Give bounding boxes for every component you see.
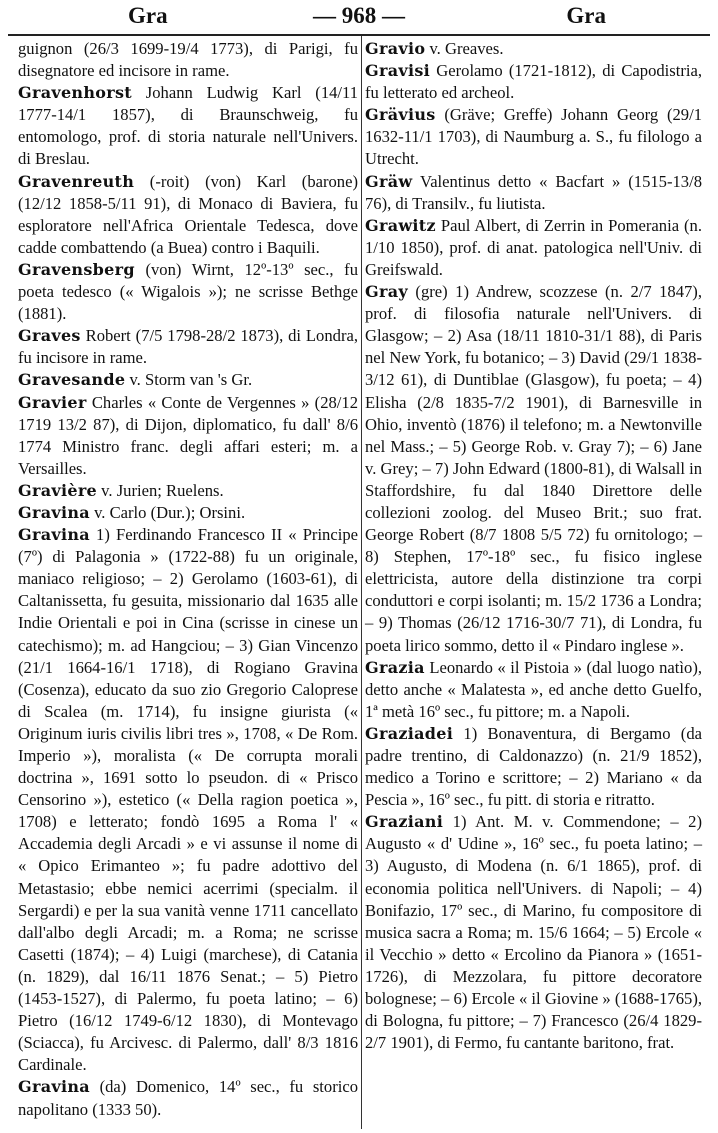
entry-text: Charles « Conte de Vergennes » (28/12 1719 13/2 87), di Dijon, diplomatico, fu dall' 8/6 1774 Ministro franc. degli affari esteri; m. a Versailles. — [18, 392, 358, 478]
entry-headword: Graves — [18, 326, 81, 346]
entry-text: v. Storm van 's Gr. — [125, 370, 253, 390]
entry-headword: Gravina — [18, 502, 90, 522]
dictionary-entry — [365, 38, 702, 60]
dictionary-entry — [18, 392, 358, 480]
entry-text: Robert (7/5 1798-28/2 1873), di Londra, fu incisore in rame. — [18, 326, 358, 368]
entry-headword: Gravensberg — [18, 259, 135, 279]
entry-headword: Gräw — [365, 171, 413, 191]
entry-text: (Gräve; Greffe) Johann Georg (29/1 1632-11/1 1703), di Naumburg a. S., fu filologo a Utrecht. — [365, 105, 702, 169]
entry-text: (da) Domenico, 14º sec., fu storico napolitano (1333 50). — [18, 1077, 358, 1119]
dictionary-entry — [18, 480, 358, 502]
entry-text: v. Jurien; Ruelens. — [97, 480, 224, 500]
entry-text: Gerolamo (1721-1812), di Capodistria, fu letterato ed archeol. — [365, 61, 702, 103]
entry-headword: Gravio — [365, 39, 426, 58]
left-column — [18, 38, 358, 1127]
dictionary-entry — [18, 259, 358, 325]
dictionary-entry — [18, 524, 358, 1076]
entry-text: 1) Ant. M. v. Commendone; – 2) Augusto « d' Udine », 16º sec., fu poeta latino; – 3) Augusto, di Modena (n. 6/1 1865), prof. di economia politica nell'Univers. di Napoli; – 4) Bonifazio, 17º sec., di Marino, fu compositore di musica sacra a Roma; m. 15/6 1664; – 5) Ercole « il Vecchio » detto « Ercolino da Pianora » (1651-1726), di Mezzolara, fu pittore decoratore bolognese; – 6) Ercole « il Giovine » (1688-1765), di Bologna, fu pittore; – 7) Francesco (26/4 1829-2/7 1901), di Fermo, fu cantante baritono, frat. — [365, 812, 702, 1053]
running-head-right: Gra — [566, 3, 606, 28]
entry-headword: Grazia — [365, 657, 425, 677]
entry-text: 1) Bonaventura, di Bergamo (da padre trentino, di Caldonazzo) (n. 21/9 1852), medico a Torino e scrittore; – 2) Mariano « da Pescia », 16º sec., fu pitt. di storia e ritratto. — [365, 723, 702, 810]
entry-headword: Gray — [365, 282, 408, 302]
entry-headword: Gravière — [18, 480, 98, 500]
dictionary-entry — [18, 325, 358, 369]
dictionary-entry — [365, 215, 702, 281]
entry-text: Valentinus detto « Bacfart » (1515-13/8 76), di Transilv., fu liutista. — [365, 171, 702, 213]
right-entries — [365, 38, 702, 1054]
entry-headword: Gravenhorst — [18, 83, 133, 103]
entry-headword: Gravesande — [18, 370, 126, 390]
entry-text: v. Greaves. — [425, 39, 504, 58]
entry-headword: Gravier — [18, 392, 87, 412]
dictionary-entry — [365, 723, 702, 811]
left-entries — [18, 82, 358, 1120]
dictionary-entry — [18, 171, 358, 259]
dictionary-entry — [365, 281, 702, 657]
dictionary-entry — [365, 171, 702, 215]
entry-headword: Gravenreuth — [18, 171, 135, 191]
entry-headword: Graziadei — [365, 723, 454, 743]
entry-headword: Grävius — [365, 105, 436, 125]
entry-headword: Grawitz — [365, 215, 436, 235]
column-divider — [361, 36, 362, 1129]
entry-text: (-roit) (von) Karl (barone) (12/12 1858-5/11 91), di Monaco di Baviera, fu esploratore nell'Africa Orientale Tedesca, dove cadde combattendo (a Buea) contro i Baquili. — [18, 171, 358, 257]
right-column — [365, 38, 702, 1127]
dictionary-entry — [365, 104, 702, 170]
running-head — [8, 0, 710, 36]
entry-text: Johann Ludwig Karl (14/11 1777-14/1 1857), di Braunschweig, fu entomologo, prof. di storia naturale nell'Univers. di Breslau. — [18, 83, 358, 169]
entry-text: (gre) 1) Andrew, scozzese (n. 2/7 1847), prof. di filosofia naturale nell'Univers. di Glasgow; – 2) Asa (18/11 1810-31/1 88), di Paris nel New York, fu botanico; – 3) David (29/1 1838-3/12 61), di Duntiblae (Glasgow), fu poeta; – 4) Elisha (2/8 1835-7/2 1901), di Barnesville in Ohio, inventò (1876) il telefono; m. a Newtonville nel Mass.; – 5) George Rob. v. Gray 7); – 6) Jane v. Grey; – 7) John Edward (1800-81), di Walsall in Staffordshire, fu dal 1840 Direttore delle collezioni zoolog. del Museo Brit.; suo frat. George Robert (8/7 1808 5/5 72) fu ornitologo; – 8) Stephen, 17º-18º sec., fu fisico inglese elettricista, autore della distinzione tra corpi conduttori e corpi isolanti; m. 15/2 1736 a Londra; – 9) Thomas (26/12 1716-30/7 71), di Londra, fu poeta lirico sommo, detto il « Pindaro inglese ». — [365, 282, 702, 655]
entry-headword: Graziani — [365, 812, 444, 832]
entry-headword: Gravina — [18, 1077, 90, 1097]
dictionary-entry — [365, 811, 702, 1054]
dictionary-entry — [18, 369, 358, 391]
entry-headword: Gravina — [18, 525, 90, 545]
entry-headword: Gravisi — [365, 61, 431, 81]
continuation-text: guignon (26/3 1699-19/4 1773), di Parigi, fu disegnatore ed incisore in rame. — [18, 39, 358, 81]
entry-text: Paul Albert, di Zerrin in Pomerania (n. 1/10 1850), prof. di anat. patologica nell'Univ. di Greifswald. — [365, 215, 702, 279]
dictionary-entry — [365, 657, 702, 723]
entry-text: (von) Wirnt, 12º-13º sec., fu poeta tedesco (« Wigalois »); ne scrisse Bethge (1881). — [18, 259, 358, 324]
dictionary-entry — [18, 502, 358, 524]
running-head-left: Gra — [128, 3, 168, 28]
page-number: — 968 — — [313, 3, 405, 28]
entry-text: 1) Ferdinando Francesco II « Principe (7º) di Palagonia » (1722-88) fu un originale, maniaco religioso; – 2) Gerolamo (1603-61), di Caltanissetta, fu gesuita, missionario dal 1635 alle Indie Orientali e poi in Cina (scrisse in cinese un catechismo); m. ad Hangciou; – 3) Gian Vincenzo (21/1 1664-16/1 1718), di Rogiano Gravina (Cosenza), educato da suo zio Gregorio Caloprese di Scalea (m. 1714), fu insigne giurista (« Originum iuris civilis libri tres », 1708, « De Rom. Imperio »), moralista (« De corrupta morali doctrina », 1691 sotto lo pseudon. di « Prisco Censorino »), estetico (« Della ragion poetica », 1708) e letterato; fondò 1695 a Roma l' « Accademia degli Arcadi » e vi assunse il nome di « Opico Erimanteo »; fu padre adottivo del Metastasio; ebbe nemici acerrimi (specialm. il Sergardi) e per la sua vanità venne 1711 cancellato dall'albo degli Arcadi; m. a Roma; ne scrisse Casetti (1874); – 4) Luigi (marchese), di Catania (n. 1829), dal 16/11 1876 Senat.; – 5) Pietro (1453-1527), di Palermo, fu poeta latino; – 6) Pietro (16/12 1749-6/12 1830), di Montevago (Sciacca), fu Arcivesc. di Palermo, dall' 8/3 1816 Cardinale. — [18, 525, 358, 1075]
dictionary-entry — [365, 60, 702, 104]
dictionary-entry — [18, 1076, 358, 1120]
entry-text: v. Carlo (Dur.); Orsini. — [89, 502, 246, 522]
entry-text: Leonardo « il Pistoia » (dal luogo natìo), detto anche « Malatesta », ed anche detto Guelfo, 1ª metà 16º sec., fu pittore; m. a Napoli. — [365, 657, 702, 721]
dictionary-entry — [18, 82, 358, 170]
